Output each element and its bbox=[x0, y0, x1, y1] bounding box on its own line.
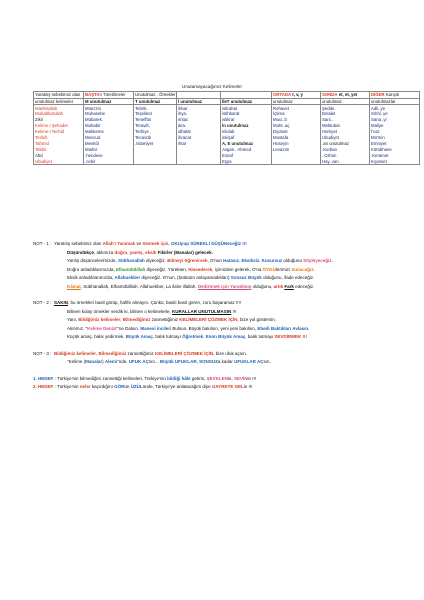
table-cell: istirahat bbox=[221, 105, 272, 111]
words-table bbox=[33, 91, 420, 165]
table-cell: Marifetullah bbox=[34, 105, 84, 111]
note2-line: NOT - 2 : SAKIN, bu örnekleri basit görüp, hafife almayın. Çünkü, basiti basit gören, zoru başaramaz !!!! bbox=[33, 300, 242, 305]
table-cell: İçtima bbox=[272, 111, 321, 117]
table-cell: Tesbih. bbox=[34, 135, 84, 141]
table-cell: Emniyet bbox=[370, 141, 420, 147]
table-cell: ihbar bbox=[177, 105, 221, 111]
note1-line: Eksik anladıklarımızda, Allahuekber diyeceğiz. O'nun, (bütüüün anlayamadıkları) Sonsuz Büyük olduğunu, ifade edeceğiz. bbox=[67, 275, 315, 280]
column-header: Unutulmaz . Örnekler T unutulmaz bbox=[135, 92, 176, 104]
table-cell: imtac bbox=[177, 117, 221, 123]
table-cell: istihbarat bbox=[221, 111, 272, 117]
table-cell: İn unutulmaz bbox=[221, 123, 272, 129]
table-cell bbox=[134, 158, 177, 164]
table-cell: Hay..van bbox=[321, 158, 370, 164]
table-cell: Müdür bbox=[84, 147, 134, 153]
table-cell: Tahmid bbox=[34, 141, 84, 147]
table-cell: Tekbir bbox=[34, 147, 84, 153]
table-cell bbox=[177, 158, 221, 164]
goal-2-line: 2. HEDEF : Türkiye'nin neler kaçırdığını GÖRün ÜZÜLünde, Türkiye'ye anlatacağım diye GAYRETE GELin !!! bbox=[33, 384, 253, 389]
table-cell: ihracat bbox=[177, 135, 221, 141]
table-cell: .İslamiyet bbox=[134, 141, 177, 147]
table-cell: ihtar bbox=[177, 141, 221, 147]
column-header: DİĞER Karışık unutulmazlar bbox=[370, 92, 420, 105]
table-cell: inkılab bbox=[221, 129, 272, 135]
table-cell: Rehavet bbox=[272, 105, 321, 111]
note3-line: NOT - 3 : Bildiğimiz kelimeler, Bilmediğimiz zannettiğimiz KELİMELERİ ÇÖZMEK İÇİN, bize ufuk açsın. bbox=[33, 350, 248, 356]
table-cell: Ubudiyet bbox=[34, 158, 84, 164]
table-cell: Mü'min bbox=[370, 135, 420, 141]
table-cell: .Kurban bbox=[321, 147, 370, 153]
table-cell: Sıhhi..ye bbox=[370, 111, 420, 117]
table-cell: İ'caz bbox=[370, 129, 420, 135]
note2-line: Yani, Bildiğimiz kelimeler, Bilmediğimiz zannettiğimiz KELİMELERİ ÇÖZMEK İÇİN, bize yol göstersin. bbox=[67, 317, 277, 322]
table-cell: Mübarek. bbox=[84, 117, 134, 123]
table-cell: Tebrik. bbox=[134, 105, 177, 111]
table-cell: Kelime-i Şehadet bbox=[34, 123, 84, 129]
table-cell: Levazım bbox=[272, 147, 321, 153]
note1-line: Kâinat, Sübhanallah, Elhamdülillah, Allahuekber, La ilahe illallah. Dedirtmek için Yaratılmış olduğunu, artık Fark edeceğiz. bbox=[67, 283, 315, 289]
table-cell: Ubudiyet bbox=[321, 135, 370, 141]
table-cell: .an unutulmaz bbox=[321, 141, 370, 147]
table-cell: Müezzin bbox=[84, 105, 134, 111]
table-cell: Kıyamet bbox=[370, 158, 420, 164]
table-cell: Delalet bbox=[321, 111, 370, 117]
note3-line: "Kelime (Manalar) Alemi"nde, UFUK AÇsın... Büyük UFUKLAR, SONSUZa kadar UFUKLAR AÇsın. bbox=[67, 359, 271, 364]
table-cell bbox=[272, 158, 321, 164]
table-cell: Muhabir bbox=[84, 123, 134, 129]
table-cell: Hüseyin bbox=[272, 141, 321, 147]
notes-section bbox=[33, 240, 413, 392]
table-cell: Şedde. bbox=[321, 105, 370, 111]
table-cell: Sani.. bbox=[321, 117, 370, 123]
table-cell: Maliye bbox=[370, 123, 420, 129]
note2-line: Küçük amaç, balık yedirmek. Büyük Amaç, balık tutmayı Öğretmek. Enon Büyük Amaç, balık tutmayı SEVDİRMEK !!! bbox=[67, 334, 308, 339]
table-header-row bbox=[34, 92, 420, 105]
table-row bbox=[34, 158, 420, 164]
column-header: Yaratılış sebebimiz olan unutulmaz kelimeler bbox=[34, 92, 84, 105]
column-header: İ unutulmaz bbox=[177, 92, 221, 105]
table-cell: Mustafa bbox=[272, 135, 321, 141]
table-cell: Muht..aç bbox=[272, 123, 321, 129]
table-cell: Mahkeme bbox=[84, 129, 134, 135]
table-cell: Abd bbox=[34, 153, 84, 159]
table-cell: Kütübhane bbox=[370, 147, 420, 153]
table-cell: A, E unutulmaz bbox=[221, 141, 272, 147]
table-title: Unutamayacağımız Kelimeler bbox=[182, 84, 242, 89]
table-cell: Sana..yi bbox=[370, 117, 420, 123]
column-header: BAŞTAn Türetilmeler M unutulmaz bbox=[84, 92, 134, 105]
table-cell: .cebir bbox=[84, 158, 134, 164]
table-cell: inkişaf bbox=[221, 135, 272, 141]
table-cell: Kelime-i Tevhid bbox=[34, 129, 84, 135]
table-cell: idhalat bbox=[177, 129, 221, 135]
note1-line: Yanlış düşüncelerimizde, Sübhanallah diyeceğiz. Bilmeyi öğrenirsek, O'nun Hatasız. Eksiksiz. Kusursuz olduğunu Söyleyeceğiz. bbox=[67, 258, 333, 263]
table-cell: Teneffüs bbox=[134, 117, 177, 123]
column-header: İleT unutulmaz bbox=[221, 92, 272, 105]
table-cell: Eşya bbox=[221, 158, 272, 164]
table-cell: ..Orhan bbox=[321, 153, 370, 159]
goal-1-line: 1. HEDEF : Türkiye'nin bilmediğini zannettiği kelimeleri, Türkiye'nin bildiği hâle getirin, ŞEVKLENin, SEVİNin !!! bbox=[33, 375, 256, 381]
table-cell: Hürriyet bbox=[321, 129, 370, 135]
table-cell: .Keramet bbox=[370, 153, 420, 159]
table-cell: Mektubat bbox=[321, 123, 370, 129]
table-cell: Teravih. bbox=[134, 123, 177, 129]
table-cell: Muhasebe bbox=[84, 111, 134, 117]
note1-line: Doğru anladıklarımızda, Elhamdülillah diyeceğiz. Yürekten, Hissederek, içimizden gelerek, O'na ÖVGÜlerimizi Sunacağız. bbox=[67, 266, 315, 272]
column-header: SONDA et, et, yet unutulmaz bbox=[321, 92, 370, 105]
table-cell: ihya. bbox=[177, 111, 221, 117]
table-cell: Terbiye bbox=[134, 129, 177, 135]
table-cell: Menkûl bbox=[84, 141, 134, 147]
table-cell: Zikir bbox=[34, 117, 84, 123]
table-cell: Asgari.. Ahmed bbox=[221, 147, 272, 153]
table-cell: Muhabbetullah bbox=[34, 111, 84, 117]
note1-line: Düşündükçe, aklımıza doğru, yanlış, eksik Fikirler (Manalar) gelecek. bbox=[67, 249, 213, 255]
table-cell: Teşekkür bbox=[134, 111, 177, 117]
table-cell: Esnaf bbox=[221, 153, 272, 159]
table-cell: Diyanet bbox=[272, 129, 321, 135]
table-cell: Adli..ye bbox=[370, 105, 420, 111]
table-body bbox=[34, 105, 420, 165]
note2-line: Akılımız, "Kelime Denizi"'ne Dalsın. Manevi incileri Bulsun. Büyük bakılsın, yeni yeni bakılsın, Ebedi Baktıkları Avlasın. bbox=[67, 325, 310, 331]
table-cell: Mevcud. bbox=[84, 135, 134, 141]
table-cell: ikra. bbox=[177, 123, 221, 129]
table-cell: Muci..b bbox=[272, 117, 321, 123]
table-cell: .hendese bbox=[84, 153, 134, 159]
column-header: ORTADA t, v, y unutulmaz bbox=[272, 92, 321, 105]
table-cell: istikrar bbox=[221, 117, 272, 123]
note1-line: NOT - 1 : Yaratılış sebebimiz olan Allah'ı Tanımak ve Sevmek için, OKUyup SÜREKLİ DÜŞÜNeceğiz !!! bbox=[33, 241, 247, 246]
table-cell: Tecavüb bbox=[134, 135, 177, 141]
note2-line: Bilinen kolay örnekler verdik ki, bilinen o kelimelerle, KURALLAR UNUTULMASIN !!! bbox=[67, 308, 237, 314]
